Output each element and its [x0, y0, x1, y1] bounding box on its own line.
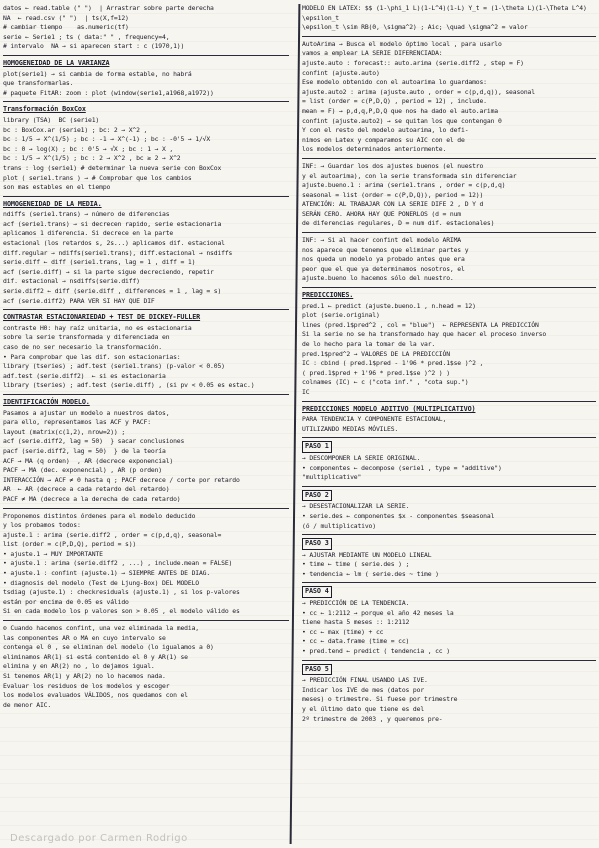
note-line: caso de no ser necesario la transformación. [3, 343, 162, 351]
note-line: • pred.tend ← predict ( tendencia , cc ) [302, 647, 450, 656]
note-line: library (TSA) BC (serie1) [3, 115, 100, 124]
note-line: de diferencias regulares, D = num dif. estacionales) [302, 219, 495, 228]
note-line: (ó / multiplicativo) [302, 521, 376, 530]
note-line: • cc ← 1:2112 → porque el año 42 meses la [302, 608, 454, 617]
right-column [302, 2, 596, 846]
note-line: INF: → Guardar los dos ajustes buenos (el nuestro [302, 161, 484, 170]
note-line: los modelos determinados anteriormente. [302, 145, 447, 154]
note-line: AR ← AR (decrece a cada retardo del retardo) [3, 485, 170, 494]
note-line: bc : 0 → log(X) ; bc : 0'5 → √X ; bc : 1 → X , [3, 144, 174, 153]
note-line: ( pred.1$pred + 1'96 * pred.1$se )^2 ) ) [302, 368, 450, 377]
note-line: # intervalo NA → si aparecen start : c (1970,1)) [3, 42, 185, 51]
note-line: para ello, representamos las ACF y PACF: [3, 418, 151, 427]
note-line: Si en cada modelo los p valores son > 0.05 , el modelo válido es [3, 607, 240, 616]
section-heading: HOMOGENEIDAD DE LA MEDIA. [3, 199, 102, 208]
note-line: las componentes AR o MA en cuyo intervalo se [3, 633, 166, 642]
section-rule [302, 401, 596, 402]
note-line: ajuste.bueno.1 : arima (serie1.trans , order = c(p,d,q) [302, 181, 506, 190]
note-line: serie.diff ← diff (serie1.trans, lag = 1 , diff = 1) [3, 258, 196, 267]
note-line: acf (serie.diff2, lag = 50) } sacar conclusiones [3, 437, 185, 446]
note-line: Proponemos distintos órdenes para el modelo deducido [3, 511, 196, 520]
notes-section [3, 4, 289, 52]
note-line: nimos en Latex y comparamos su AIC con el de [302, 135, 465, 144]
step-label: PASO 1 [302, 441, 332, 453]
note-line: que transformarlas. [3, 79, 74, 88]
note-line: ⊙ Cuando hacemos confint, una vez eliminada la media, [3, 624, 199, 633]
notes-section [302, 490, 596, 531]
note-line: 2º trimestre de 2003 , y queremos pre- [302, 714, 443, 723]
note-line: → PREDICCIÓN FINAL USANDO LAS IVE. [302, 676, 428, 685]
note-line: nos aparece que tenemos que eliminar partes y [302, 245, 469, 254]
section-rule [302, 660, 596, 661]
note-line: seasonal = list (order = c(P,D,Q)), period = 12)) [302, 190, 484, 199]
note-line: sobre la serie transformada y diferenciada en [3, 333, 170, 342]
step-label: PASO 5 [302, 664, 332, 676]
note-line: IC : cbind ( pred.1$pred - 1'96 * pred.1$se )^2 , [302, 359, 484, 368]
note-line: meses) o trimestre. Si fuese por trimestre [302, 695, 458, 704]
note-line: lines (pred.1$pred^2 , col = "blue") ← REPRESENTA LA PREDICCIÓN [302, 320, 539, 329]
note-line: elimina y en AR(2) no , lo dejamos igual. [3, 662, 155, 671]
notes-section [302, 538, 596, 579]
note-line: • serie.des ← componentes $x - componentes $seasonal [302, 511, 495, 520]
note-line: confint (ajuste.auto2) → se quitan los que contengan 0 [302, 116, 502, 125]
note-line: "multiplicative" [302, 473, 362, 482]
note-line: colnames (IC) ← c ("cota inf." , "cota sup.") [302, 378, 469, 387]
note-line: plot(serie1) → si cambia de forma estable, no habrá [3, 69, 192, 78]
note-line: MODELO EN LATEX: $$ (1-\phi_1 L)(1-L^4)(1-L) Y_t = (1-\theta L)(1-\Theta L^4) \epsilon_t [302, 4, 591, 22]
section-rule [302, 36, 596, 37]
section-heading: IDENTIFICACIÓN MODELO. [3, 397, 90, 406]
note-line: vamos a emplear LA SERIE DIFERENCIADA: [302, 49, 443, 58]
note-line: • ajuste.1 : confint (ajuste.1) → SIEMPRE ANTES DE DIAG. [3, 569, 211, 578]
note-line: PARA TENDENCIA Y COMPONENTE ESTACIONAL, [302, 415, 447, 424]
note-line: • Para comprobar que las dif. son estacionarias: [3, 352, 181, 361]
section-rule [302, 158, 596, 159]
note-line: acf (serie.diff2) PARA VER SI HAY QUE DIF [3, 296, 155, 305]
note-line: UTILIZANDO MEDIAS MÓVILES. [302, 424, 399, 433]
section-rule [302, 534, 596, 535]
note-line: library (tseries) ; adf.test (serie1.trans) (p-valor < 0.05) [3, 362, 225, 371]
note-line: bc : BoxCox.ar (serie1) ; bc: 2 → X^2 , [3, 125, 148, 134]
section-rule [3, 196, 289, 197]
note-line: y los probamos todos: [3, 521, 81, 530]
column-divider [290, 4, 301, 844]
note-line: los modelos evaluados VÁLIDOS, nos quedamos con el [3, 691, 188, 700]
note-line: contraste H0: hay raíz unitaria, no es estacionaria [3, 323, 192, 332]
notes-section [3, 59, 289, 98]
notes-section [302, 40, 596, 155]
note-line: ajuste.1 : arima (serie.diff2 , order = c(p,d,q), seasonal= [3, 530, 222, 539]
note-line: dif. estacional → nsdiffs(serie.diff) [3, 277, 140, 286]
note-line: diff.regular → ndiffs(serie1.trans), diff.estacional → nsdiffs [3, 248, 233, 257]
note-line: • tendencia ← lm ( serie.des ~ time ) [302, 569, 439, 578]
note-line: acf (serie.diff) → si la parte sigue decreciendo, repetir [3, 267, 214, 276]
note-line: trans : log (serie1) # determinar la nueva serie con BoxCox [3, 163, 222, 172]
note-line: bc : 1/5 → X^(1/5) ; bc : -1 → X^(-1) ; bc : -0'5 → 1/√X [3, 135, 211, 144]
section-heading: Transformación BoxCox [3, 105, 86, 114]
section-heading: PREDICCIONES. [302, 291, 354, 300]
note-line: layout (matrix(c(1,2), nrow=2)) ; [3, 427, 126, 436]
notes-section [302, 441, 596, 482]
note-line: ATENCIÓN: AL TRABAJAR CON LA SERIE DIFE 2 , D Y d [302, 200, 484, 209]
note-line: Pasamos a ajustar un modelo a nuestros datos, [3, 408, 170, 417]
note-line: = list (order = c(P,D,Q) , period = 12) , include. [302, 97, 487, 106]
note-line: ndiffs (serie1.trans) → número de diferencias [3, 210, 170, 219]
section-rule [3, 55, 289, 56]
note-line: mean = F) → p,d,q,P,D,Q que nos ha dado el auto.arima [302, 106, 498, 115]
note-line: Indicar los IVE de mes (datos por [302, 685, 425, 694]
note-line: de menor AIC. [3, 700, 52, 709]
note-line: # paquete FitAR: zoom : plot (window(serie1,a1968,a1972)) [3, 88, 214, 97]
section-rule [3, 620, 289, 621]
note-line: INTERACCIÓN → ACF ≠ 0 hasta q ; PACF decrece / corte por retardo [3, 475, 240, 484]
note-line: SERÁN CERO. AHORA HAY QUE PONERLOS (d = num [302, 209, 461, 218]
note-line: plot (serie.original) [302, 311, 380, 320]
note-line: adf.test (serie.diff2) ← si es estacionaria [3, 371, 166, 380]
note-line: • time ← time ( serie.des ) ; [302, 560, 410, 569]
step-label: PASO 2 [302, 490, 332, 502]
note-line: peor que el que ya determinamos nosotros, el [302, 264, 465, 273]
note-line: serie.diff2 ← diff (serie.diff , differences = 1 , lag = s) [3, 287, 222, 296]
note-line: tiene hasta 5 meses :: 1:2112 [302, 618, 410, 627]
notes-section [302, 162, 596, 229]
note-line: pacf (serie.diff2, lag = 50) } de la teoría [3, 446, 166, 455]
note-line: son mas estables en el tiempo [3, 183, 111, 192]
step-label: PASO 3 [302, 538, 332, 550]
note-line: bc : 1/5 → X^(1/5) ; bc : 2 → X^2 , bc ≥ 2 → X^2 [3, 154, 181, 163]
note-line: INF: → Si al hacer confint del modelo ARIMA [302, 236, 461, 245]
notes-section [302, 586, 596, 656]
notes-section [3, 512, 289, 618]
section-rule [302, 486, 596, 487]
note-line: AutoArima → Busca el modelo óptimo local , para usarlo [302, 39, 502, 48]
note-line: contenga el 0 , se eliminan del modelo (lo igualamos a 0) [3, 643, 214, 652]
note-line: nos queda un modelo ya probado antes que era [302, 255, 465, 264]
section-rule [3, 508, 289, 509]
note-line: están por encima de 0.05 es válido [3, 597, 129, 606]
note-line: eliminamos AR(1) si está contenido el 0 y AR(1) se [3, 652, 188, 661]
note-line: datos ← read.table (" ") | Arrastrar sobre parte derecha [3, 4, 214, 12]
note-line: • cc ← max (time) + cc [302, 627, 384, 636]
note-line: plot ( serie1.trans ) → # Comprobar que los cambios [3, 173, 192, 182]
note-line: confint (ajuste.auto) [302, 68, 380, 77]
note-line: \epsilon_t \sim RB(0, \sigma^2) ; Aic; \quad \sigma^2 = valor [302, 23, 528, 32]
note-line: • componentes ← decompose (serie1 , type = "additive") [302, 463, 502, 472]
notes-section [3, 105, 289, 192]
note-line: IC [302, 387, 310, 396]
notes-section [3, 398, 289, 505]
note-line: • diagnosis del modelo (Test de Ljung-Box) DEL MODELO [3, 578, 199, 587]
watermark: Descargado por Carmen Rodrigo [10, 833, 188, 844]
note-line: ajuste.auto : forecast:: auto.arima (serie.diff2 , step = F) [302, 58, 524, 67]
note-line: pred.1$pred^2 → VALORES DE LA PREDICCIÓN [302, 349, 450, 358]
note-line: Evaluar los residuos de los modelos y escoger [3, 681, 170, 690]
section-heading: HOMOGENEIDAD DE LA VARIANZA [3, 58, 110, 67]
section-rule [302, 582, 596, 583]
notes-section [302, 405, 596, 435]
note-line: tsdiag (ajuste.1) : checkresiduals (ajuste.1) , si los p-valores [3, 588, 240, 597]
notes-section [302, 664, 596, 725]
section-rule [302, 232, 596, 233]
note-line: ACF → MA (q orden) , AR (decrece exponencial) [3, 456, 174, 465]
note-line: Si la serie no se ha transformado hay que hacer el proceso inverso [302, 330, 547, 339]
note-line: aplicamos 1 diferencia. Si decrece en la parte [3, 229, 174, 238]
note-line: de lo hecho para la tomar de la var. [302, 340, 436, 348]
note-line: → DESESTACIONALIZAR LA SERIE. [302, 502, 410, 511]
note-line: pred.1 ← predict (ajuste.bueno.1 , n.head = 12) [302, 301, 476, 310]
note-line: estacional (los retardos s, 2s...) aplicamos dif. estacional [3, 239, 225, 248]
left-column [3, 2, 289, 846]
note-line: serie ← Serie1 ; ts ( data:" " , frequency=4, [3, 32, 170, 41]
note-line: Ese modelo obtenido con el autoarima lo guardamos: [302, 78, 487, 87]
notes-section [302, 291, 596, 398]
note-line: acf (serie1.trans) → si decrecen rapido, serie estacionaria [3, 219, 222, 228]
section-heading: PREDICCIONES MODELO ADITIVO (MULTIPLICATIVO) [302, 404, 476, 413]
notes-section [3, 313, 289, 391]
section-rule [3, 309, 289, 310]
notes-section [3, 624, 289, 710]
notes-section [302, 4, 596, 33]
note-line: ajuste.bueno lo hacemos sólo del nuestro. [302, 274, 454, 283]
note-line: NA ← read.csv (" ") | ts(X,f=12) [3, 13, 129, 22]
note-line: PACF → MA (dec. exponencial) , AR (p orden) [3, 466, 162, 475]
note-line: y el autoarima), con la serie transformada sin diferenciar [302, 171, 517, 180]
note-line: • ajuste.1 → MUY IMPORTANTE [3, 549, 103, 558]
notes-section [302, 236, 596, 284]
step-label: PASO 4 [302, 586, 332, 598]
note-line: # cambiar tiempo as.numeric(tf) [3, 23, 129, 32]
section-rule [3, 394, 289, 395]
section-heading: CONTRASTAR ESTACIONARIEDAD + TEST DE DICKEY-FULLER [3, 313, 201, 322]
note-line: → PREDICCIÓN DE LA TENDENCIA. [302, 599, 410, 608]
note-line: → DESCOMPONER LA SERIE ORIGINAL. [302, 453, 421, 462]
section-rule [302, 287, 596, 288]
note-line: list (order = c(P,D,Q), period = s)) [3, 540, 137, 549]
note-line: • ajuste.1 : arima (serie.diff2 , ...) , include.mean = FALSE) [3, 559, 233, 568]
note-line: library (tseries) ; adf.test (serie.diff) , (si pv < 0.05 es estac.) [3, 381, 255, 390]
section-rule [302, 437, 596, 438]
section-rule [3, 101, 289, 102]
note-line: PACF ≠ MA (decrece a la derecha de cada retardo) [3, 494, 181, 503]
note-line: Y con el resto del modelo autoarima, lo defi- [302, 126, 469, 135]
note-line: Si tenemos AR(1) y AR(2) no lo hacemos nada. [3, 672, 166, 680]
note-line: y el último dato que tiene es del [302, 705, 425, 713]
notes-section [3, 200, 289, 307]
note-line: ajuste.auto2 : arima (ajuste.auto , order = c(p,d,q)), seasonal [302, 87, 535, 96]
note-line: → AJUSTAR MEDIANTE UN MODELO LINEAL [302, 550, 432, 559]
note-line: • cc ← data.frame (time = cc) [302, 637, 410, 646]
